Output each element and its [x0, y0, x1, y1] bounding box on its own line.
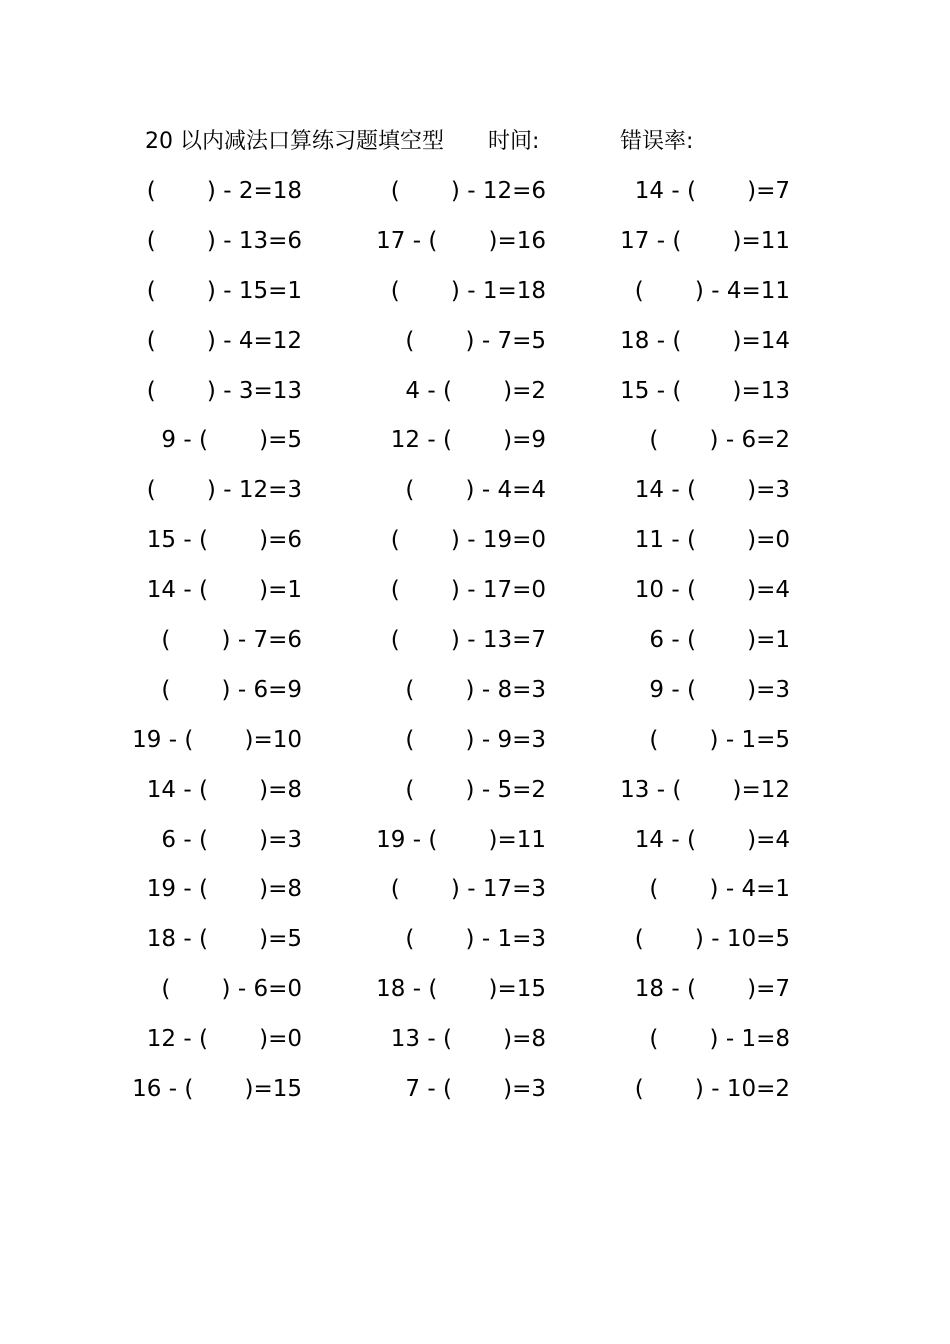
problem-item: 9 - ( )=3 [649, 676, 790, 703]
problem-item: ( ) - 1=8 [649, 1026, 790, 1053]
problem-row [0, 869, 950, 919]
problem-row [0, 570, 950, 620]
problem-item: 15 - ( )=13 [620, 377, 790, 404]
problem-item: 14 - ( )=3 [634, 477, 790, 504]
problem-item: ( ) - 12=3 [146, 477, 302, 504]
problem-row [0, 919, 950, 969]
problem-item: 14 - ( )=7 [634, 178, 790, 204]
problem-item: 15 - ( )=6 [146, 527, 302, 554]
problem-item: 13 - ( )=12 [620, 776, 790, 803]
problem-item: ( ) - 10=5 [634, 926, 790, 953]
problem-row [0, 420, 950, 470]
problem-item: 10 - ( )=4 [634, 577, 790, 604]
problem-item: 9 - ( )=5 [161, 427, 302, 454]
problem-item: 18 - ( )=15 [376, 976, 546, 1003]
problem-item: 16 - ( )=15 [132, 1076, 302, 1103]
problem-row [0, 171, 950, 221]
problem-item: 19 - ( )=8 [146, 876, 302, 903]
problem-row [0, 470, 950, 520]
problem-item: 14 - ( )=1 [146, 577, 302, 604]
problem-item: 12 - ( )=9 [390, 427, 546, 454]
problem-grid [0, 171, 950, 1119]
problem-item: ( ) - 13=7 [390, 627, 546, 654]
problem-item: 6 - ( )=3 [161, 826, 302, 853]
problem-item: ( ) - 4=4 [405, 477, 546, 504]
problem-row [0, 670, 950, 720]
problem-item: ( ) - 7=6 [161, 627, 302, 654]
problem-row [0, 720, 950, 770]
worksheet-header [145, 122, 845, 162]
error-rate-label: 错误率: [620, 129, 694, 154]
problem-item: 18 - ( )=14 [620, 327, 790, 354]
problem-row [0, 371, 950, 421]
problem-item: ( ) - 12=6 [390, 178, 546, 204]
problem-item: 13 - ( )=8 [390, 1026, 546, 1053]
problem-item: ( ) - 3=13 [146, 377, 302, 404]
problem-row [0, 1019, 950, 1069]
problem-row [0, 969, 950, 1019]
problem-row [0, 221, 950, 271]
problem-item: ( ) - 17=0 [390, 577, 546, 604]
problem-item: 17 - ( )=11 [620, 227, 790, 254]
problem-item: ( ) - 4=12 [146, 327, 302, 354]
problem-row [0, 271, 950, 321]
problem-item: 6 - ( )=1 [649, 627, 790, 654]
time-label: 时间: [488, 129, 540, 154]
problem-item: ( ) - 6=0 [161, 976, 302, 1003]
problem-item: ( ) - 6=9 [161, 676, 302, 703]
problem-item: ( ) - 2=18 [146, 178, 302, 204]
problem-row [0, 520, 950, 570]
problem-row [0, 820, 950, 870]
problem-item: ( ) - 10=2 [634, 1076, 790, 1103]
problem-item: 19 - ( )=11 [376, 826, 546, 853]
problem-item: 4 - ( )=2 [405, 377, 546, 404]
problem-row [0, 770, 950, 820]
problem-item: ( ) - 15=1 [146, 277, 302, 304]
problem-item: 14 - ( )=8 [146, 776, 302, 803]
problem-item: 19 - ( )=10 [132, 726, 302, 753]
problem-item: ( ) - 8=3 [405, 676, 546, 703]
problem-item: ( ) - 1=5 [649, 726, 790, 753]
problem-item: ( ) - 7=5 [405, 327, 546, 354]
problem-item: ( ) - 9=3 [405, 726, 546, 753]
problem-item: ( ) - 1=3 [405, 926, 546, 953]
problem-row [0, 620, 950, 670]
problem-item: ( ) - 4=1 [649, 876, 790, 903]
problem-row [0, 321, 950, 371]
problem-item: ( ) - 13=6 [146, 227, 302, 254]
problem-item: 11 - ( )=0 [634, 527, 790, 554]
problem-row [0, 1069, 950, 1119]
problem-item: 14 - ( )=4 [634, 826, 790, 853]
problem-item: ( ) - 4=11 [634, 277, 790, 304]
problem-item: ( ) - 5=2 [405, 776, 546, 803]
problem-item: ( ) - 17=3 [390, 876, 546, 903]
problem-item: ( ) - 6=2 [649, 427, 790, 454]
problem-item: ( ) - 19=0 [390, 527, 546, 554]
worksheet-title: 20 以内减法口算练习题填空型 [145, 129, 444, 154]
problem-item: ( ) - 1=18 [390, 277, 546, 304]
problem-item: 12 - ( )=0 [146, 1026, 302, 1053]
problem-item: 7 - ( )=3 [405, 1076, 546, 1103]
problem-item: 18 - ( )=5 [146, 926, 302, 953]
problem-item: 18 - ( )=7 [634, 976, 790, 1003]
problem-item: 17 - ( )=16 [376, 227, 546, 254]
